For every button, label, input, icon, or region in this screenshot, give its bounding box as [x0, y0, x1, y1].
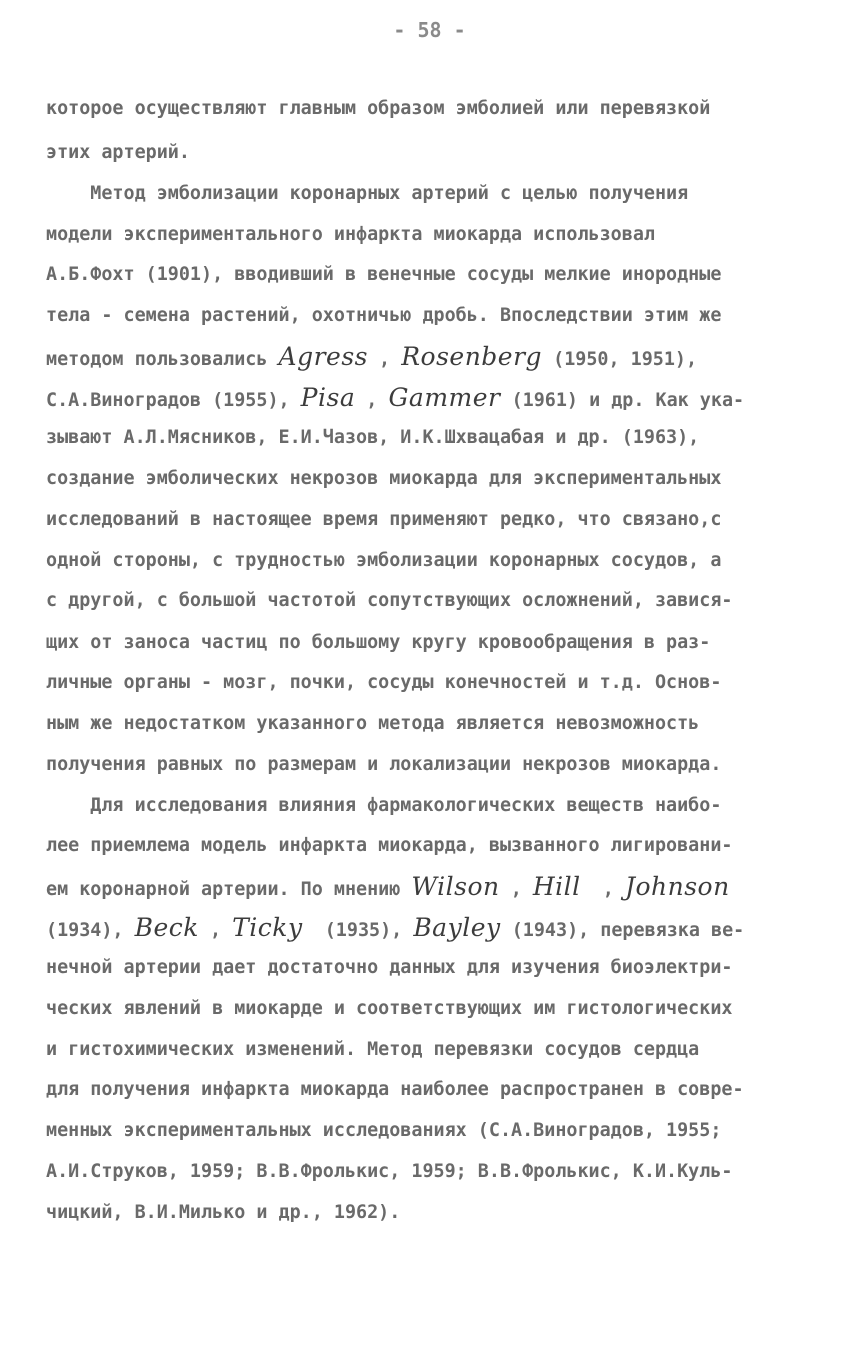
handwritten-name: Rosenberg [401, 342, 543, 371]
text-line [46, 181, 688, 207]
typed-text: , [580, 879, 625, 900]
typed-text: А.Б.Фохт (1901), вводивший в венечные сосуды мелкие инородные [46, 264, 722, 285]
typed-text: С.А.Виноградов (1955), [46, 390, 301, 411]
typed-text: для получения инфаркта миокарда наиболее распространен в совре- [46, 1079, 744, 1100]
handwritten-name: Pisa [300, 383, 356, 412]
text-line [46, 425, 699, 451]
text-line [46, 711, 699, 737]
text-line [46, 874, 730, 900]
handwritten-name: Wilson [411, 872, 500, 901]
typed-text: (1935), [302, 920, 414, 941]
typed-text: (1934), [46, 920, 135, 941]
handwritten-name: Ticky [232, 913, 303, 942]
typed-text: ным же недостатком указанного метода является невозможность [46, 713, 700, 734]
typed-text: А.И.Струков, 1959; В.В.Фролькис, 1959; В.В.Фролькис, К.И.Куль- [46, 1161, 733, 1182]
typed-text: (1961) и др. Как ука- [500, 390, 745, 411]
typed-text: модели экспериментального инфаркта миокарда использовал [46, 224, 655, 245]
typed-text: (1950, 1951), [542, 349, 698, 370]
typed-text: чицкий, В.И.Милько и др., 1962). [46, 1202, 401, 1223]
text-line [46, 630, 710, 656]
text-line [46, 1037, 699, 1063]
typed-text: зывают А.Л.Мясников, Е.И.Чазов, И.К.Шхвацабая и др. (1963), [46, 427, 700, 448]
typed-text: Метод эмболизации коронарных артерий с целью получения [46, 183, 689, 204]
text-line [46, 1200, 400, 1226]
text-line [46, 752, 721, 778]
handwritten-name: Agress [278, 342, 368, 371]
typed-text: , [198, 920, 233, 941]
typed-text: нечной артерии дает достаточно данных для изучения биоэлектри- [46, 957, 733, 978]
typed-text: тела - семена растений, охотничью дробь. Впоследствии этим же [46, 305, 722, 326]
text-line [46, 96, 710, 122]
typed-text: Для исследования влияния фармакологических веществ наибо- [46, 795, 722, 816]
typed-text: , [499, 879, 533, 900]
text-line [46, 303, 721, 329]
text-line [46, 140, 190, 166]
text-line [46, 915, 744, 941]
typed-text: личные органы - мозг, почки, сосуды конечностей и т.д. Основ- [46, 672, 722, 693]
typed-text: (1943), перевязка ве- [500, 920, 745, 941]
typed-text: с другой, с большой частотой сопутствующих осложнений, завися- [46, 590, 733, 611]
text-line [46, 833, 732, 859]
typed-text: получения равных по размерам и локализации некрозов миокарда. [46, 754, 722, 775]
handwritten-name: Bayley [413, 913, 501, 942]
typed-text: ем коронарной артерии. По мнению [46, 879, 412, 900]
typed-text: ческих явлений в миокарде и соответствующих им гистологических [46, 998, 733, 1019]
text-line [46, 1159, 732, 1185]
text-line [46, 670, 721, 696]
text-line [46, 344, 697, 370]
text-line [46, 507, 721, 533]
text-line [46, 955, 732, 981]
text-line [46, 1077, 744, 1103]
text-line [46, 996, 732, 1022]
text-line [46, 793, 721, 819]
typed-text: , [355, 390, 389, 411]
typed-text: создание эмболических некрозов миокарда для экспериментальных [46, 468, 722, 489]
text-line [46, 222, 655, 248]
typed-text: , [367, 349, 402, 370]
text-line [46, 1118, 721, 1144]
handwritten-name: Gammer [388, 383, 501, 412]
typed-text: которое осуществляют главным образом эмболией или перевязкой [46, 98, 711, 119]
page-number: - 58 - [393, 18, 466, 42]
text-line [46, 548, 721, 574]
typed-text: одной стороны, с трудностью эмболизации коронарных сосудов, а [46, 550, 722, 571]
text-line [46, 385, 744, 411]
typed-text: менных экспериментальных исследованиях (С.А.Виноградов, 1955; [46, 1120, 722, 1141]
typed-text: исследований в настоящее время применяют редко, что связано,с [46, 509, 722, 530]
handwritten-name: Beck [134, 913, 199, 942]
typed-text: методом пользовались [46, 349, 279, 370]
typed-text: щих от заноса частиц по большому кругу кровообращения в раз- [46, 632, 711, 653]
text-line [46, 466, 721, 492]
handwritten-name: Hill [532, 872, 581, 901]
typed-text: лее приемлема модель инфаркта миокарда, вызванного лигировани- [46, 835, 733, 856]
typed-text: этих артерий. [46, 142, 190, 163]
text-line [46, 262, 721, 288]
handwritten-name: Johnson [624, 872, 730, 901]
text-line [46, 588, 732, 614]
typed-text: и гистохимических изменений. Метод перевязки сосудов сердца [46, 1039, 700, 1060]
